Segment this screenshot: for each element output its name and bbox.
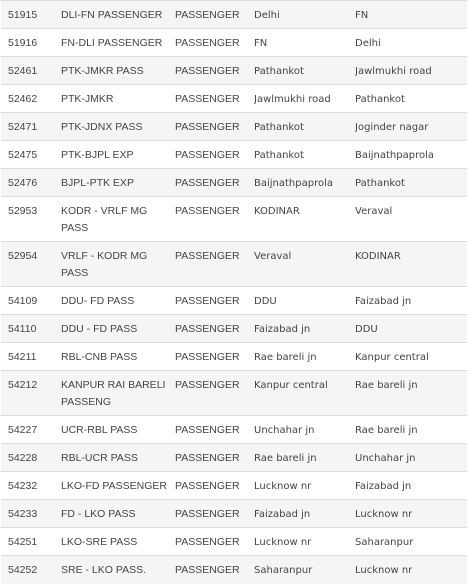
train-table: [1, 0, 467, 584]
train-number: 54232: [8, 480, 38, 492]
train-type-cell: [175, 444, 254, 472]
train-number: 52953: [8, 205, 38, 217]
to-station: Faizabad jn: [355, 481, 412, 492]
from-station: Rae bareli jn: [254, 352, 317, 363]
from-station-cell: [254, 371, 355, 416]
from-station: Pathankot: [254, 66, 304, 77]
train-number-cell: [1, 29, 61, 57]
train-type: PASSENGER: [175, 205, 240, 217]
train-type: PASSENGER: [175, 564, 240, 576]
to-station-cell: [355, 287, 467, 315]
train-name: PTK-JDNX PASS: [61, 121, 143, 133]
from-station-cell: [254, 528, 355, 556]
from-station-cell: [254, 1, 355, 29]
train-name-cell: [61, 528, 175, 556]
to-station-cell: [355, 197, 467, 242]
from-station-cell: [254, 315, 355, 343]
train-type-cell: [175, 113, 254, 141]
train-type: PASSENGER: [175, 37, 240, 49]
train-name: PTK-JMKR: [61, 93, 114, 105]
train-type-cell: [175, 416, 254, 444]
train-number: 54251: [8, 536, 38, 548]
train-name-cell: [61, 113, 175, 141]
to-station: Veraval: [355, 206, 393, 217]
train-name-cell: [61, 315, 175, 343]
train-type-cell: [175, 371, 254, 416]
train-number: 51915: [8, 9, 38, 21]
train-number-cell: [1, 169, 61, 197]
table-row: [1, 528, 467, 556]
train-number: 51916: [8, 37, 38, 49]
to-station-cell: [355, 242, 467, 287]
table-row: [1, 287, 467, 315]
to-station: Delhi: [355, 38, 381, 49]
train-number: 54233: [8, 508, 38, 520]
train-name: PTK-BJPL EXP: [61, 149, 134, 161]
train-type: PASSENGER: [175, 452, 240, 464]
from-station-cell: [254, 169, 355, 197]
from-station: Saharanpur: [254, 565, 313, 576]
train-name-cell: [61, 287, 175, 315]
train-type: PASSENGER: [175, 9, 240, 21]
train-type-cell: [175, 287, 254, 315]
to-station: Lucknow nr: [355, 509, 413, 520]
train-type: PASSENGER: [175, 93, 240, 105]
table-row: [1, 29, 467, 57]
from-station-cell: [254, 343, 355, 371]
train-name: RBL-UCR PASS: [61, 452, 138, 464]
table-row: [1, 444, 467, 472]
train-number: 52461: [8, 65, 38, 77]
to-station: Pathankot: [355, 94, 405, 105]
train-name: DLI-FN PASSENGER: [61, 9, 163, 21]
train-number: 52476: [8, 177, 38, 189]
train-number: 52471: [8, 121, 38, 133]
train-name: RBL-CNB PASS: [61, 351, 138, 363]
train-number-cell: [1, 315, 61, 343]
from-station-cell: [254, 287, 355, 315]
train-name-cell: [61, 242, 175, 287]
train-type-cell: [175, 85, 254, 113]
to-station-cell: [355, 85, 467, 113]
to-station-cell: [355, 528, 467, 556]
from-station: Baijnathpaprola: [254, 178, 334, 189]
train-type-cell: [175, 500, 254, 528]
table-row: [1, 500, 467, 528]
train-name: UCR-RBL PASS: [61, 424, 138, 436]
train-number-cell: [1, 57, 61, 85]
from-station: Unchahar jn: [254, 425, 315, 436]
train-number-cell: [1, 528, 61, 556]
table-row: [1, 371, 467, 416]
train-name: FD - LKO PASS: [61, 508, 136, 520]
from-station-cell: [254, 242, 355, 287]
from-station: Delhi: [254, 10, 280, 21]
to-station-cell: [355, 29, 467, 57]
table-row: [1, 416, 467, 444]
train-type-cell: [175, 472, 254, 500]
train-number-cell: [1, 500, 61, 528]
train-name: DDU- FD PASS: [61, 295, 135, 307]
from-station: Pathankot: [254, 122, 304, 133]
from-station: KODINAR: [254, 206, 300, 217]
table-row: [1, 169, 467, 197]
train-number-cell: [1, 242, 61, 287]
train-type-cell: [175, 169, 254, 197]
train-number: 54109: [8, 295, 38, 307]
to-station: Baijnathpaprola: [355, 150, 435, 161]
from-station-cell: [254, 85, 355, 113]
train-type: PASSENGER: [175, 424, 240, 436]
train-name-cell: [61, 85, 175, 113]
table-row: [1, 472, 467, 500]
to-station: Unchahar jn: [355, 453, 416, 464]
to-station: Joginder nagar: [355, 122, 429, 133]
train-name-cell: [61, 169, 175, 197]
train-type-cell: [175, 141, 254, 169]
train-type-cell: [175, 315, 254, 343]
train-name-cell: [61, 57, 175, 85]
train-number: 52954: [8, 250, 38, 262]
to-station: DDU: [355, 324, 378, 335]
train-type-cell: [175, 29, 254, 57]
train-type: PASSENGER: [175, 480, 240, 492]
from-station-cell: [254, 444, 355, 472]
train-name: LKO-SRE PASS: [61, 536, 138, 548]
train-number-cell: [1, 556, 61, 584]
train-name: LKO-FD PASSENGER: [61, 480, 167, 492]
to-station: Lucknow nr: [355, 565, 413, 576]
table-row: [1, 85, 467, 113]
train-number-cell: [1, 141, 61, 169]
to-station-cell: [355, 500, 467, 528]
train-number: 54252: [8, 564, 38, 576]
train-name: BJPL-PTK EXP: [61, 177, 134, 189]
train-type-cell: [175, 57, 254, 85]
train-number: 54110: [8, 323, 37, 335]
train-name-cell: [61, 1, 175, 29]
from-station-cell: [254, 556, 355, 584]
to-station-cell: [355, 416, 467, 444]
from-station: Lucknow nr: [254, 481, 312, 492]
train-name: SRE - LKO PASS.: [61, 564, 146, 576]
train-name: FN-DLI PASSENGER: [61, 37, 163, 49]
train-type: PASSENGER: [175, 149, 240, 161]
train-number-cell: [1, 416, 61, 444]
train-name-cell: [61, 371, 175, 416]
from-station: Kanpur central: [254, 380, 328, 391]
to-station-cell: [355, 444, 467, 472]
to-station-cell: [355, 141, 467, 169]
to-station: Rae bareli jn: [355, 425, 418, 436]
to-station: Jawlmukhi road: [355, 66, 432, 77]
from-station: Jawlmukhi road: [254, 94, 331, 105]
train-type: PASSENGER: [175, 379, 240, 391]
train-type: PASSENGER: [175, 323, 240, 335]
to-station-cell: [355, 371, 467, 416]
train-name-cell: [61, 472, 175, 500]
train-type: PASSENGER: [175, 121, 240, 133]
train-number: 54212: [8, 379, 38, 391]
train-name: VRLF - KODR MG PASS: [61, 250, 148, 279]
train-type: PASSENGER: [175, 65, 240, 77]
train-number: 54227: [8, 424, 38, 436]
table-row: [1, 1, 467, 29]
train-type-cell: [175, 556, 254, 584]
from-station: DDU: [254, 296, 277, 307]
train-number-cell: [1, 371, 61, 416]
to-station-cell: [355, 556, 467, 584]
train-number-cell: [1, 1, 61, 29]
table-row: [1, 113, 467, 141]
train-number-cell: [1, 113, 61, 141]
to-station-cell: [355, 315, 467, 343]
table-row: [1, 197, 467, 242]
from-station-cell: [254, 472, 355, 500]
train-type-cell: [175, 528, 254, 556]
to-station: Kanpur central: [355, 352, 429, 363]
train-type: PASSENGER: [175, 177, 240, 189]
train-table-body: [1, 1, 467, 584]
train-type: PASSENGER: [175, 508, 240, 520]
table-row: [1, 343, 467, 371]
train-type: PASSENGER: [175, 536, 240, 548]
to-station: Saharanpur: [355, 537, 414, 548]
train-name: KANPUR RAI BARELI PASSENG: [61, 379, 166, 408]
train-number: 52462: [8, 93, 38, 105]
train-name-cell: [61, 444, 175, 472]
train-number: 54228: [8, 452, 38, 464]
train-name: KODR - VRLF MG PASS: [61, 205, 148, 234]
to-station-cell: [355, 343, 467, 371]
train-number-cell: [1, 472, 61, 500]
table-row: [1, 556, 467, 584]
from-station-cell: [254, 416, 355, 444]
to-station: FN: [355, 10, 369, 21]
train-name-cell: [61, 556, 175, 584]
to-station-cell: [355, 169, 467, 197]
train-type: PASSENGER: [175, 295, 240, 307]
train-number-cell: [1, 197, 61, 242]
to-station: KODINAR: [355, 251, 401, 262]
train-number-cell: [1, 444, 61, 472]
train-type: PASSENGER: [175, 250, 240, 262]
train-type-cell: [175, 197, 254, 242]
from-station: Pathankot: [254, 150, 304, 161]
train-number-cell: [1, 85, 61, 113]
train-type-cell: [175, 1, 254, 29]
from-station: Rae bareli jn: [254, 453, 317, 464]
train-number: 52475: [8, 149, 38, 161]
to-station-cell: [355, 1, 467, 29]
from-station-cell: [254, 141, 355, 169]
train-type: PASSENGER: [175, 351, 240, 363]
to-station: Faizabad jn: [355, 296, 412, 307]
train-name-cell: [61, 500, 175, 528]
to-station: Rae bareli jn: [355, 380, 418, 391]
train-name-cell: [61, 141, 175, 169]
train-type-cell: [175, 242, 254, 287]
train-name-cell: [61, 416, 175, 444]
train-name: DDU - FD PASS: [61, 323, 138, 335]
to-station-cell: [355, 113, 467, 141]
to-station-cell: [355, 472, 467, 500]
train-type-cell: [175, 343, 254, 371]
table-row: [1, 141, 467, 169]
train-name-cell: [61, 343, 175, 371]
from-station: Veraval: [254, 251, 292, 262]
table-row: [1, 242, 467, 287]
from-station: Lucknow nr: [254, 537, 312, 548]
train-name-cell: [61, 197, 175, 242]
table-row: [1, 315, 467, 343]
train-number-cell: [1, 343, 61, 371]
train-number-cell: [1, 287, 61, 315]
from-station-cell: [254, 500, 355, 528]
to-station-cell: [355, 57, 467, 85]
train-name-cell: [61, 29, 175, 57]
to-station: Pathankot: [355, 178, 405, 189]
train-number: 54211: [8, 351, 37, 363]
from-station: FN: [254, 38, 268, 49]
from-station-cell: [254, 197, 355, 242]
table-row: [1, 57, 467, 85]
from-station-cell: [254, 29, 355, 57]
from-station-cell: [254, 113, 355, 141]
from-station: Faizabad jn: [254, 509, 311, 520]
from-station: Faizabad jn: [254, 324, 311, 335]
from-station-cell: [254, 57, 355, 85]
train-name: PTK-JMKR PASS: [61, 65, 144, 77]
